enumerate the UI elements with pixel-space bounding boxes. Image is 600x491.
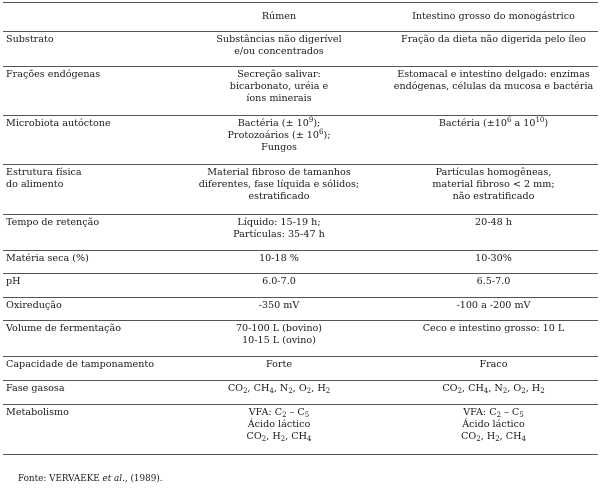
cell-line: 10-18 % [259,253,299,264]
cell-line: $CO_2$, $CH_4$, $N_2$, $O_2$, $H_2$ [442,383,545,395]
rumen-value [169,32,389,67]
comparison-table [3,2,598,455]
intestine-value [389,321,598,357]
rumen-value [169,321,389,357]
rumen-value [169,357,389,381]
table-row [3,321,598,357]
cell-line: 20-48 h [475,217,512,228]
header-empty-cell [3,3,169,32]
cell-line: e/ou concentrados [234,46,324,57]
cell-line: Fungos [261,142,297,153]
cell-line: Volume de fermentação [6,323,121,334]
cell-line: Fase gasosa [6,383,65,394]
cell-line: 6.5-7.0 [476,276,511,287]
cell-line: do alimento [6,179,64,190]
cell-line: VFA: $C_2 - C_5$ [248,407,310,419]
row-label [3,298,169,321]
table-row [3,165,598,215]
cell-line: Ácido láctico [247,419,311,430]
cell-line: Bactéria (± $10^9$); [237,116,321,129]
intestine-value [389,251,598,274]
intestine-value [389,405,598,455]
cell-line: Secreção salivar: [237,69,321,80]
table-row [3,32,598,67]
cell-line: VFA: $C_2 - C_5$ [463,407,524,419]
header-intestine: Intestino grosso do monogástrico [389,3,598,32]
cell-line: Material fibroso de tamanhos [207,167,351,178]
rumen-value [169,67,389,116]
cell-line: Fração da dieta não digerida pelo íleo [401,34,586,45]
table-row [3,215,598,251]
cell-line: 6.0-7.0 [262,276,296,287]
cell-line: íons minerais [246,93,312,104]
intestine-value [389,165,598,215]
rumen-value [169,274,389,298]
row-label [3,165,169,215]
cell-line: Oxiredução [6,300,62,311]
cell-line: endógenas, células da mucosa e bactéria [393,81,594,92]
row-label [3,32,169,67]
cell-line: Líquido: 15-19 h; [237,217,321,228]
cell-line: Partículas: 35-47 h [233,229,325,240]
cell-line: 10-30% [475,253,512,264]
cell-line: Matéria seca (%) [6,253,89,264]
cell-line: Estomacal e intestino delgado: enzimas [397,69,590,80]
intestine-value [389,357,598,381]
row-label [3,274,169,298]
header-rumen: Rúmen [169,3,389,32]
cell-line: 70-100 L (bovino) [235,323,323,334]
cell-line: pH [6,276,21,287]
intestine-value [389,116,598,165]
intestine-value [389,298,598,321]
row-label [3,321,169,357]
cell-line: estratificado [248,191,310,202]
cell-line: material fibroso < 2 mm; [432,179,555,190]
rumen-value [169,298,389,321]
intestine-value [389,215,598,251]
rumen-value [169,381,389,405]
cell-line: Capacidade de tamponamento [6,359,155,370]
rumen-value [169,215,389,251]
row-label [3,215,169,251]
row-label [3,357,169,381]
cell-line: Fraco [479,359,508,370]
table-body [3,32,598,455]
intestine-value [389,274,598,298]
table-row [3,405,598,455]
intestine-value [389,381,598,405]
cell-line: Estrutura física [6,167,82,178]
row-label [3,381,169,405]
cell-line: Substâncias não digerível [216,34,342,45]
table-row [3,298,598,321]
cell-line: Frações endógenas [6,69,101,80]
table-row [3,357,598,381]
cell-line: $CO_2$, $H_2$, $CH_4$ [246,431,312,443]
cell-line: 10-15 L (ovino) [242,335,316,346]
cell-line: Substrato [6,34,54,45]
row-label [3,405,169,455]
row-label [3,251,169,274]
cell-line: Ceco e intestino grosso: 10 L [422,323,565,334]
intestine-value [389,32,598,67]
rumen-value [169,116,389,165]
header-row [3,3,598,32]
cell-line: $CO_2$, $H_2$, $CH_4$ [461,431,526,443]
cell-line: Ácido láctico [462,419,525,430]
cell-line: Partículas homogêneas, [435,167,552,178]
cell-line: bicarbonato, uréia e [229,81,329,92]
cell-line: Metabolismo [6,407,69,418]
rumen-value [169,251,389,274]
table-row [3,116,598,165]
table-row [3,274,598,298]
rumen-value [169,405,389,455]
cell-line: -100 a -200 mV [456,300,531,311]
cell-line: não estratificado [452,191,535,202]
source-note: Fonte: VERVAEKE et al., (1989). [18,474,163,484]
table-row [3,381,598,405]
cell-line: diferentes, fase líquida e sólidos; [198,179,360,190]
cell-line: Bactéria ($\pm 10^6$ a $10^{10}$) [438,116,549,129]
table-row [3,251,598,274]
intestine-value [389,67,598,116]
row-label [3,116,169,165]
cell-line: Tempo de retenção [6,217,100,228]
cell-line: -350 mV [258,300,300,311]
cell-line: Microbiota autóctone [6,118,111,129]
cell-line: $CO_2$, $CH_4$, $N_2$, $O_2$, $H_2$ [227,383,331,395]
cell-line: Protozoários (± $10^6$); [227,128,331,141]
table-row [3,67,598,116]
rumen-value [169,165,389,215]
cell-line: Forte [265,359,293,370]
row-label [3,67,169,116]
